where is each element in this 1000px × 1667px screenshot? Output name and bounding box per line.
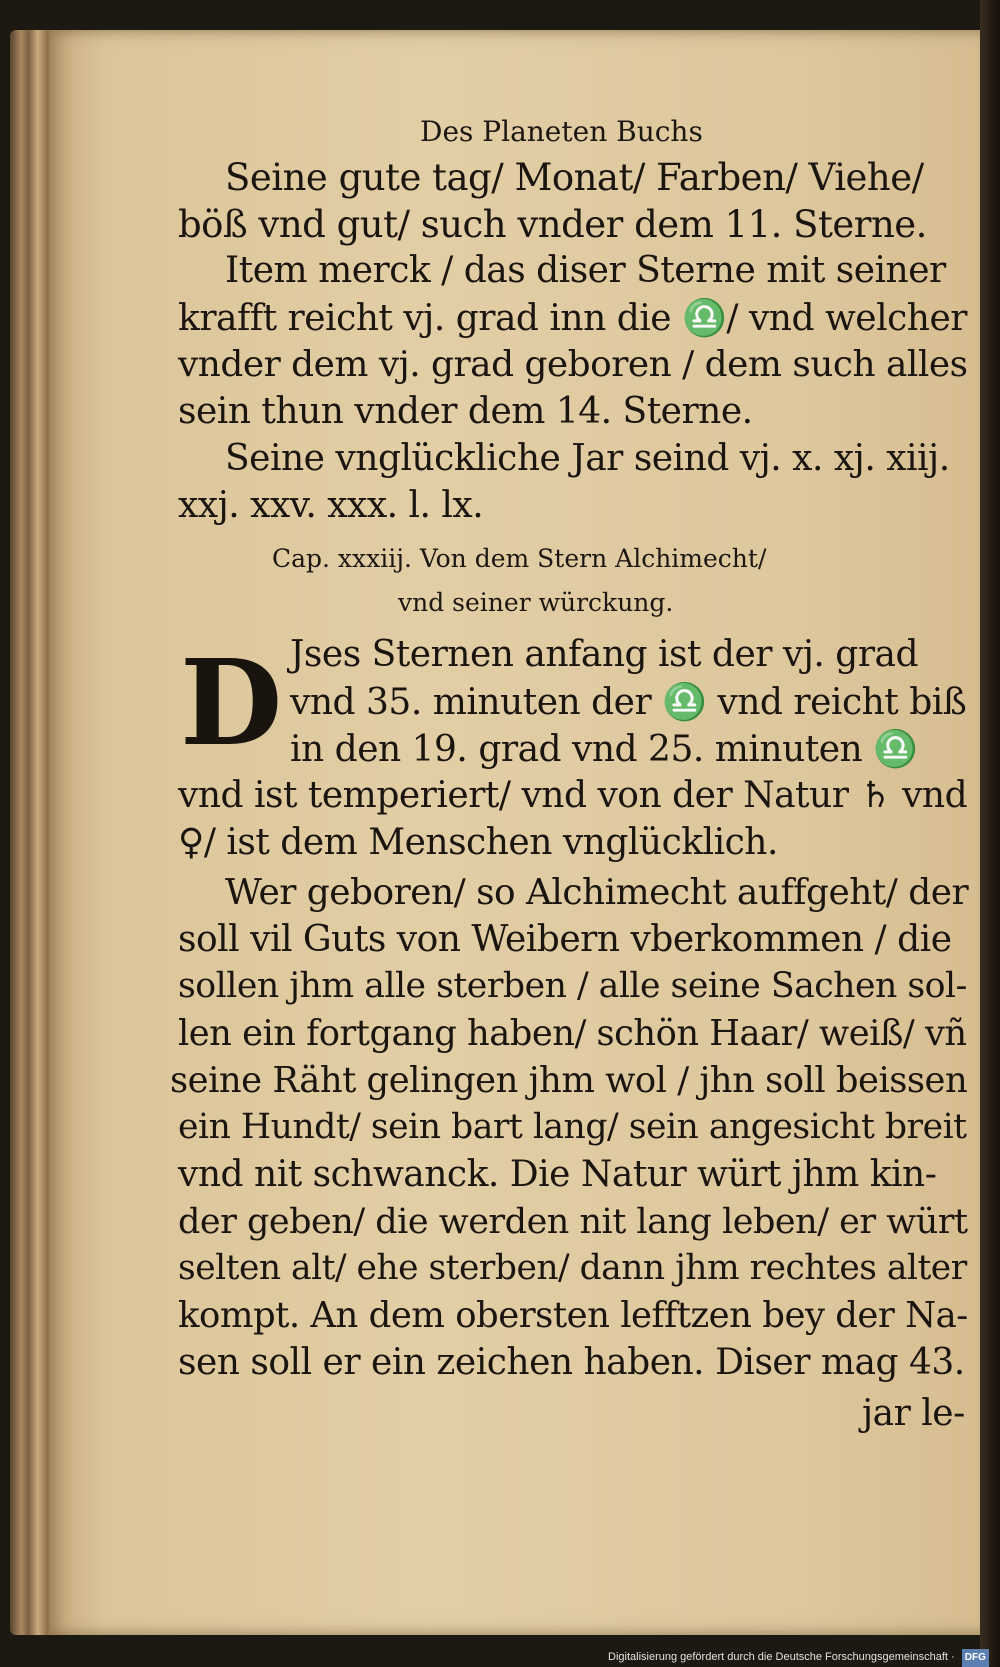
text-line: len ein fortgang haben/ schön Haar/ weiß/ vñ (178, 1013, 967, 1054)
digitization-credit (608, 1648, 989, 1666)
chapter-heading: vnd seiner würckung. (398, 588, 674, 617)
text-line: sein thun vnder dem 14. Sterne. (178, 391, 753, 432)
text-line: der geben/ die werden nit lang leben/ er würt (178, 1201, 968, 1242)
text-line: selten alt/ ehe sterben/ dann jhm rechtes alter (178, 1248, 967, 1288)
drop-cap-initial: D (180, 633, 283, 772)
page-gutter-shadow (980, 0, 1000, 1666)
chapter-heading: Cap. xxxiij. Von dem Stern Alchimecht/ (272, 544, 767, 573)
running-head: Des Planeten Buchs (420, 115, 703, 148)
text-line: Seine gute tag/ Monat/ Farben/ Viehe/ (225, 156, 924, 199)
text-line: Seine vnglückliche Jar seind vj. x. xj. xiij. (225, 438, 950, 479)
text-line: seine Räht gelingen jhm wol / jhn soll beissen (170, 1060, 968, 1101)
text-line: soll vil Guts von Weibern vberkommen / die (178, 919, 952, 960)
text-line: vnd 35. minuten der ♎ vnd reicht biß (290, 682, 967, 723)
text-line: ♀/ ist dem Menschen vnglücklich. (178, 822, 778, 863)
text-line: sollen jhm alle sterben / alle seine Sachen sol- (178, 966, 967, 1006)
text-line: in den 19. grad vnd 25. minuten ♎ (290, 729, 918, 770)
text-line: ein Hundt/ sein bart lang/ sein angesicht breit (178, 1107, 967, 1147)
dfg-logo-icon: DFG (962, 1649, 989, 1667)
text-line: xxj. xxv. xxx. l. lx. (178, 485, 484, 526)
text-line: kompt. An dem obersten lefftzen bey der Na- (178, 1295, 968, 1336)
text-line: vnd ist temperiert/ vnd von der Natur ♄ vnd (178, 775, 968, 816)
catchword: jar le- (862, 1393, 965, 1434)
credit-text: Digitalisierung gefördert durch die Deutsche Forschungsgemeinschaft · (608, 1651, 955, 1663)
text-line: sen soll er ein zeichen haben. Diser mag 43. (178, 1342, 965, 1383)
text-line: Item merck / das diser Sterne mit seiner (225, 250, 946, 291)
text-line: vnd nit schwanck. Die Natur würt jhm kin- (178, 1154, 937, 1195)
text-line: vnder dem vj. grad geboren / dem such alles (178, 344, 968, 385)
text-line: Jses Sternen anfang ist der vj. grad (290, 634, 919, 675)
text-line: Wer geboren/ so Alchimecht auffgeht/ der (225, 872, 969, 913)
text-line: krafft reicht vj. grad inn die ♎/ vnd welcher (178, 298, 967, 339)
text-line: böß vnd gut/ such vnder dem 11. Sterne. (178, 203, 927, 246)
